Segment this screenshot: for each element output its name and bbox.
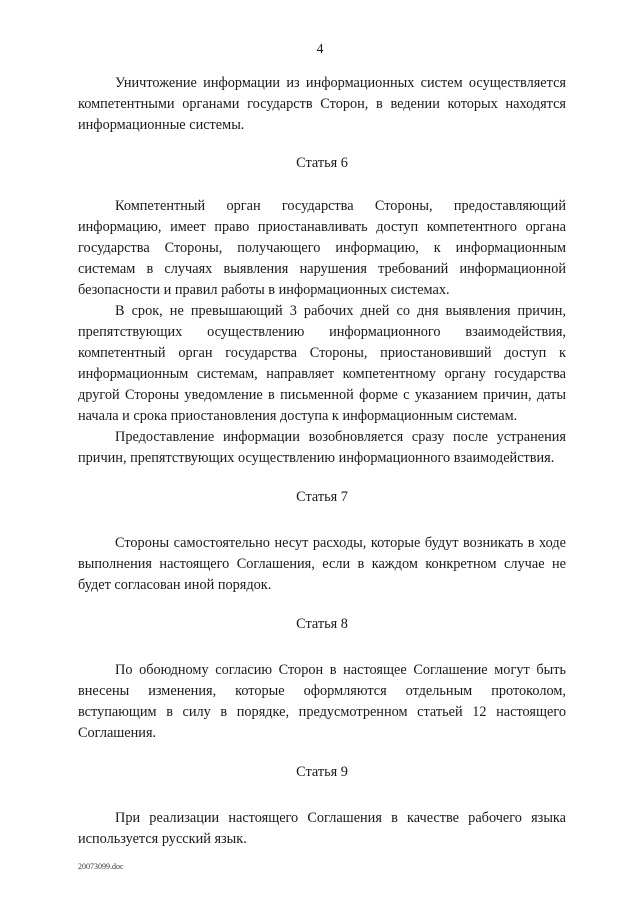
paragraph-amendments: По обоюдному согласию Сторон в настоящее Соглашение могут быть внесены изменения, которые оформляются отдельным протоколом, вступающим в силу в порядке, предусмотренном статьей 12 настоящего Соглашения. xyxy=(78,662,566,741)
paragraph-notification: В срок, не превышающий 3 рабочих дней со дня выявления причин, препятствующих осуществлению информационного взаимодействия, компетентный орган государства Стороны, приостановивший доступ к информационным системам, направляет компетентному органу государства другой Стороны уведомление в письменной форме с указанием причин, даты начала и срока приостановления доступа к информационным системам. xyxy=(78,303,566,424)
heading-article-8: Статья 8 xyxy=(296,616,348,632)
paragraph-expenses: Стороны самостоятельно несут расходы, которые будут возникать в ходе выполнения настоящего Соглашения, если в каждом конкретном случае не будет согласован иной порядок. xyxy=(78,535,566,593)
file-name-footer: 20073099.doc xyxy=(78,862,124,871)
heading-article-6: Статья 6 xyxy=(296,155,348,171)
document-body xyxy=(78,73,566,850)
paragraph-working-language: При реализации настоящего Соглашения в качестве рабочего языка используется русский язык. xyxy=(78,810,566,847)
paragraph-suspension-right: Компетентный орган государства Стороны, предоставляющий информацию, имеет право приостанавливать доступ компетентного органа государства Стороны, получающего информацию, к информационным системам в случаях выявления нарушения требований информационной безопасности и правил работы в информационных системах. xyxy=(78,198,566,298)
page-number: 4 xyxy=(316,42,324,57)
heading-article-7: Статья 7 xyxy=(296,489,348,505)
heading-article-9: Статья 9 xyxy=(296,764,348,780)
paragraph-resumption: Предоставление информации возобновляется сразу после устранения причин, препятствующих осуществлению информационного взаимодействия. xyxy=(78,429,566,466)
paragraph-destruction: Уничтожение информации из информационных систем осуществляется компетентными органами государств Сторон, в ведении которых находятся информационные системы. xyxy=(78,75,566,133)
